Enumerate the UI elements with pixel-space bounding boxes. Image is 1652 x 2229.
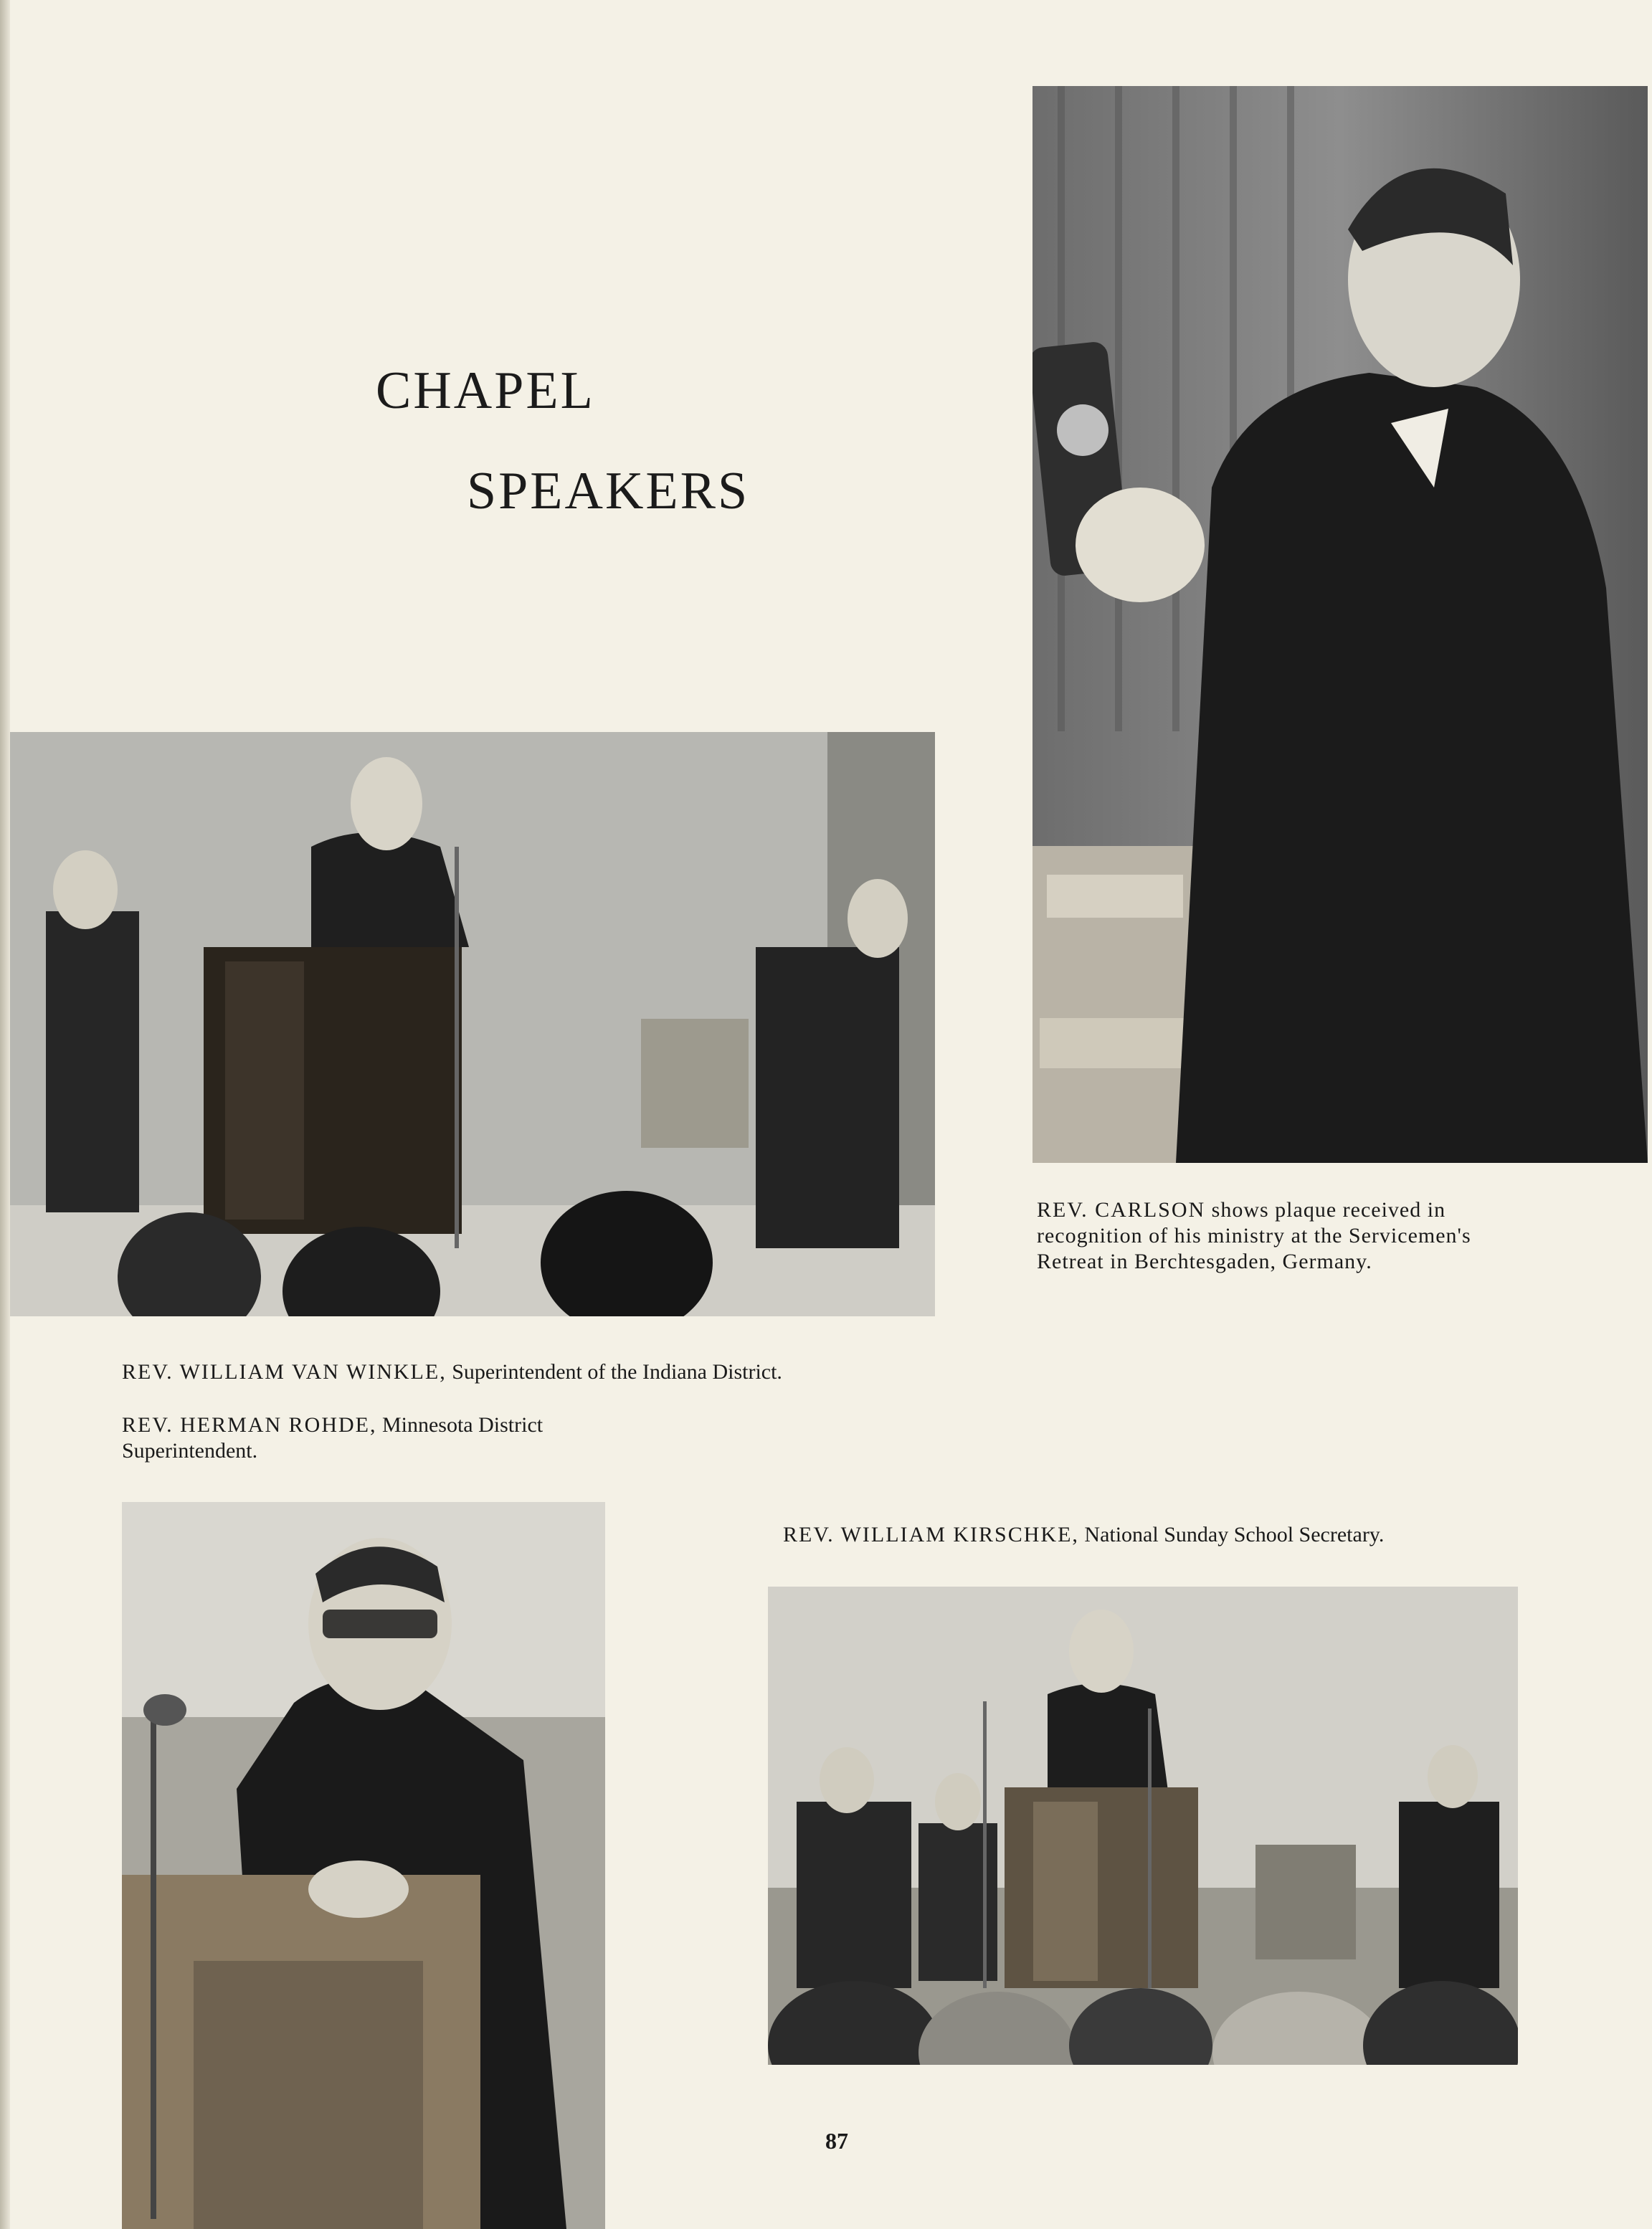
photo-rev-rohde [122, 1502, 605, 2229]
photo-rev-van-winkle [10, 732, 935, 1316]
caption-rev-kirschke [783, 1522, 1572, 1548]
caption-rohde-name: REV. HERMAN ROHDE, [122, 1413, 377, 1437]
caption-kirschke-name: REV. WILLIAM KIRSCHKE, [783, 1523, 1079, 1546]
caption-van-winkle-text: Superintendent of the Indiana District. [446, 1360, 782, 1384]
caption-rev-rohde [122, 1412, 624, 1464]
page-title-line-2: SPEAKERS [467, 462, 750, 521]
caption-carlson-text: shows plaque received in recognition of his ministry at the Servicemen's Retreat in Berchtesgaden, Germany. [1037, 1198, 1471, 1273]
caption-van-winkle-name: REV. WILLIAM VAN WINKLE, [122, 1360, 447, 1384]
page-binding-edge [0, 0, 10, 2229]
caption-kirschke-text: National Sunday School Secretary. [1078, 1523, 1385, 1546]
caption-carlson-name: REV. CARLSON [1037, 1198, 1206, 1222]
caption-rohde-text: Minnesota District Superintendent. [122, 1413, 543, 1463]
caption-rev-van-winkle [122, 1359, 982, 1385]
photo-rev-kirschke [768, 1587, 1518, 2065]
caption-rev-carlson [1037, 1197, 1539, 1275]
page-number: 87 [825, 2128, 848, 2154]
page-title-line-1: CHAPEL [376, 361, 595, 420]
photo-rev-carlson [1032, 86, 1648, 1163]
